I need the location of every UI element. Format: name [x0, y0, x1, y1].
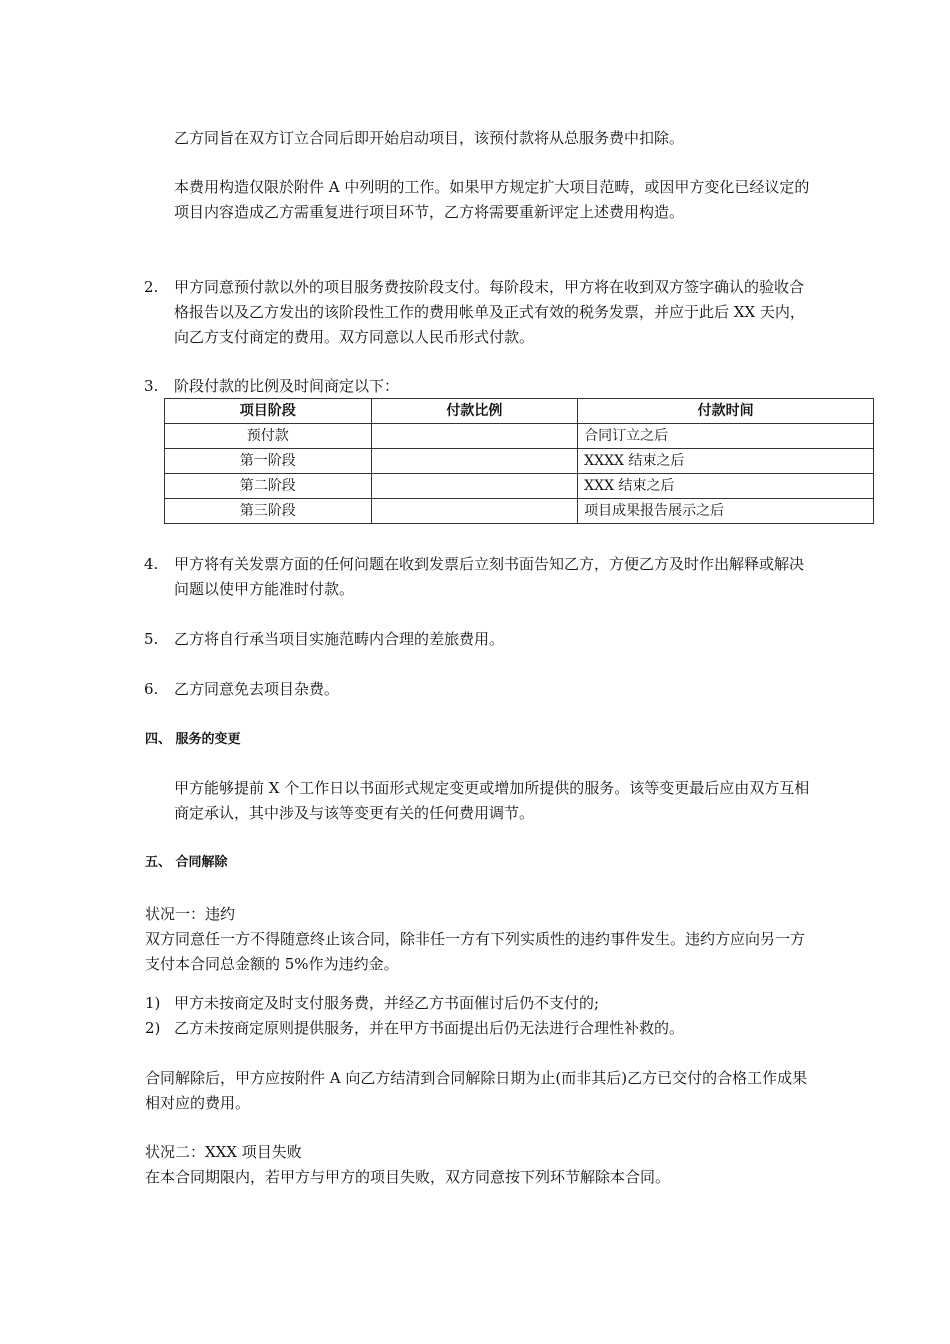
item-number-5: 5.: [144, 630, 159, 648]
section-heading-contract-termination: 五、 合同解除: [145, 855, 228, 870]
item-number-4: 4.: [144, 555, 159, 573]
case-two-text: 在本合同期限内，若甲方与甲方的项目失败，双方同意按下列环节解除本合同。: [145, 1168, 671, 1186]
table-header-row: [165, 399, 874, 424]
item-number-2: 2.: [144, 278, 159, 296]
table-cell: 合同订立之后: [578, 424, 874, 449]
item-text-5: 乙方将自行承当项目实施范畴内合理的差旅费用。: [174, 630, 505, 648]
table-row: [165, 474, 874, 499]
table-header-cell: 付款时间: [578, 399, 874, 424]
breach-list-number-2: 2): [145, 1019, 161, 1037]
table-row: [165, 424, 874, 449]
table-cell: 第一阶段: [165, 449, 372, 474]
case-one-text: 双方同意任一方不得随意终止该合同，除非任一方有下列实质性的违约事件发生。违约方应向另一方支付本合同总金额的 5%作为违约金。: [145, 930, 806, 973]
breach-list-item-1: 甲方未按商定及时支付服务费，并经乙方书面催讨后仍不支付的;: [174, 994, 600, 1012]
table-cell: XXXX 结束之后: [578, 449, 874, 474]
paragraph-service-change: 甲方能够提前 X 个工作日以书面形式规定变更或增加所提供的服务。该等变更最后应由双方互相商定承认，其中涉及与该等变更有关的任何费用调节。: [174, 779, 810, 822]
table-row: [165, 449, 874, 474]
case-one-title: 状况一：违约: [145, 905, 236, 923]
breach-list-number-1: 1): [145, 994, 161, 1012]
item-text-2: 甲方同意预付款以外的项目服务费按阶段支付。每阶段末，甲方将在收到双方签字确认的验收合格报告以及乙方发出的该阶段性工作的费用帐单及正式有效的税务发票，并应于此后 XX 天内，向乙方支付商定的费用。双方同意以人民币形式付款。: [174, 278, 805, 346]
item-number-6: 6.: [144, 680, 159, 698]
table-cell: [371, 424, 578, 449]
table-cell: 第二阶段: [165, 474, 372, 499]
payment-schedule-table: [164, 398, 874, 524]
table-cell: [371, 499, 578, 524]
table-cell: [371, 449, 578, 474]
section-heading-service-change: 四、 服务的变更: [145, 732, 241, 747]
paragraph-prepayment-deduction: 乙方同旨在双方订立合同后即开始启动项目，该预付款将从总服务费中扣除。: [174, 129, 685, 147]
item-text-3: 阶段付款的比例及时间商定以下：: [174, 377, 400, 395]
table-cell: 预付款: [165, 424, 372, 449]
table-row: [165, 499, 874, 524]
breach-list-item-2: 乙方未按商定原则提供服务，并在甲方书面提出后仍无法进行合理性补救的。: [174, 1019, 685, 1037]
table-header-cell: 项目阶段: [165, 399, 372, 424]
item-text-4: 甲方将有关发票方面的任何问题在收到发票后立刻书面告知乙方，方便乙方及时作出解释或解决问题以使甲方能准时付款。: [174, 555, 805, 598]
item-number-3: 3.: [144, 377, 159, 395]
table-cell: 第三阶段: [165, 499, 372, 524]
table-header-cell: 付款比例: [371, 399, 578, 424]
table-cell: [371, 474, 578, 499]
item-text-6: 乙方同意免去项目杂费。: [174, 680, 340, 698]
table-cell: XXX 结束之后: [578, 474, 874, 499]
case-two-title: 状况二：XXX 项目失败: [145, 1143, 302, 1161]
paragraph-fee-structure: 本费用构造仅限於附件 A 中列明的工作。如果甲方规定扩大项目范畴，或因甲方变化已经议定的项目内容造成乙方需重复进行项目环节，乙方将需要重新评定上述费用构造。: [174, 178, 810, 221]
paragraph-after-termination: 合同解除后，甲方应按附件 A 向乙方结清到合同解除日期为止(而非其后)乙方已交付的合格工作成果相对应的费用。: [145, 1069, 808, 1112]
table-cell: 项目成果报告展示之后: [578, 499, 874, 524]
